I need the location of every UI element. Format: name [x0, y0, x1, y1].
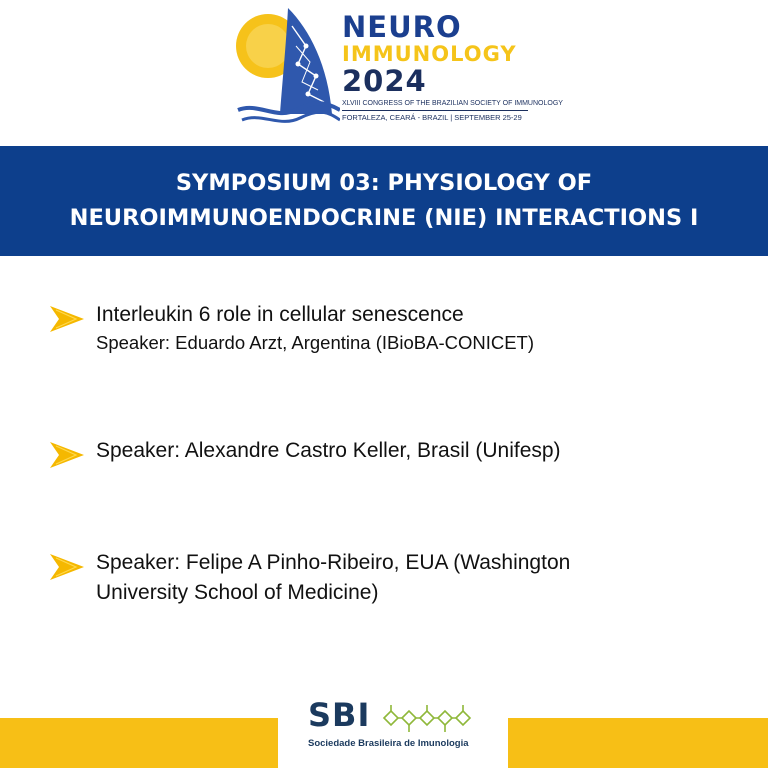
talk-item-1 [50, 300, 730, 356]
talk-speaker-line-1: Speaker: Felipe A Pinho-Ribeiro, EUA (Washington [96, 551, 571, 574]
neuro-sail-logo-icon [236, 6, 340, 130]
sbi-logo [294, 694, 494, 764]
symposium-banner [0, 146, 768, 256]
talk-title: Interleukin 6 role in cellular senescence [96, 303, 464, 326]
logo-neuro: NEURO [342, 10, 462, 44]
arrow-bullet-icon [50, 306, 84, 332]
logo-congress: XLVIII CONGRESS OF THE BRAZILIAN SOCIETY OF IMMUNOLOGY [342, 100, 563, 107]
footer-bar-left [0, 718, 278, 768]
talk-speaker-line-2: University School of Medicine) [96, 581, 379, 604]
logo-place-date: FORTALEZA, CEARÁ - BRAZIL | SEPTEMBER 25-29 [342, 110, 528, 123]
event-header [0, 0, 768, 145]
logo-immunology: IMMUNOLOGY [342, 42, 517, 66]
talk-item-3 [50, 548, 730, 608]
symposium-title-line-1: SYMPOSIUM 03: PHYSIOLOGY OF [175, 170, 593, 196]
arrow-bullet-icon [50, 442, 84, 468]
talk-item-2 [50, 436, 730, 466]
sbi-society-name: Sociedade Brasileira de Imunologia [308, 738, 469, 749]
sbi-acronym: SBI [308, 696, 371, 734]
event-logo-text [342, 10, 563, 123]
talk-speaker: Speaker: Alexandre Castro Keller, Brasil (Unifesp) [96, 439, 561, 462]
molecule-chain-icon [380, 702, 476, 736]
footer-bar-right [508, 718, 768, 768]
symposium-title-line-2: NEUROIMMUNOENDOCRINE (NIE) INTERACTIONS I [69, 205, 699, 231]
arrow-bullet-icon [50, 554, 84, 580]
logo-year: 2024 [342, 64, 427, 98]
talk-speaker: Speaker: Eduardo Arzt, Argentina (IBioBA-CONICET) [96, 332, 535, 353]
